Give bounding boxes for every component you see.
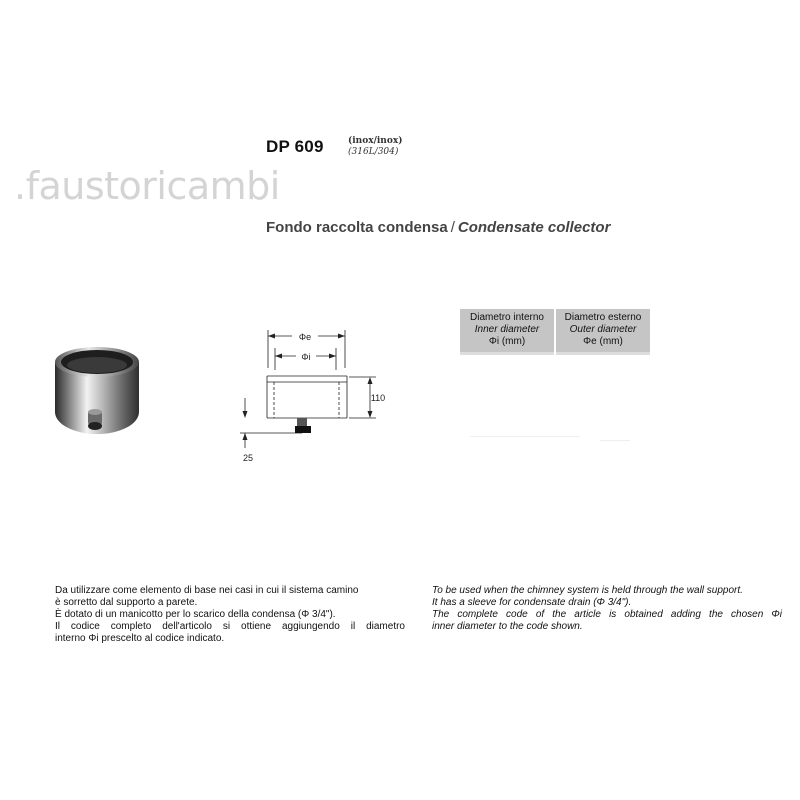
header-text-en: Inner diameter bbox=[474, 324, 540, 335]
description-line: interno Φi prescelto al codice indicato. bbox=[55, 633, 225, 644]
watermark: .faustoricambi bbox=[14, 164, 280, 208]
product-title bbox=[266, 219, 610, 236]
description-line: It has a sleeve for condensate drain (Φ 3/4"). bbox=[432, 597, 632, 608]
description-italian bbox=[55, 585, 405, 645]
description-line: È dotato di un manicotto per lo scarico della condensa (Φ 3/4"). bbox=[55, 609, 336, 620]
header-symbol: Φe (mm) bbox=[583, 336, 623, 347]
table-faint-rule bbox=[600, 440, 630, 441]
description-line: The complete code of the article is obtained adding the chosen Φi bbox=[432, 609, 782, 620]
header-text-it: Diametro interno bbox=[470, 312, 544, 323]
header-symbol: Φi (mm) bbox=[488, 336, 526, 347]
description-line: è sorretto dal supporto a parete. bbox=[55, 597, 198, 608]
label-height: 110 bbox=[370, 393, 386, 403]
material-line-1: (inox/inox) bbox=[348, 136, 403, 146]
description-line: To be used when the chimney system is held through the wall support. bbox=[432, 585, 743, 596]
description-line: inner diameter to the code shown. bbox=[432, 621, 583, 632]
material-spec bbox=[348, 136, 402, 158]
header-outer-diameter bbox=[555, 309, 650, 352]
material-line-2: (316L/304) bbox=[348, 147, 399, 157]
description-line: Il codice completo dell'articolo si ottiene aggiungendo il diametro bbox=[55, 621, 405, 632]
title-separator: / bbox=[450, 219, 455, 236]
header-text-en: Outer diameter bbox=[569, 324, 637, 335]
description-line: Da utilizzare come elemento di base nei casi in cui il sistema camino bbox=[55, 585, 359, 596]
table-faint-rule bbox=[470, 436, 580, 437]
product-image bbox=[50, 340, 145, 440]
title-english: Condensate collector bbox=[457, 219, 611, 236]
diameter-table bbox=[460, 309, 650, 355]
table-header-row bbox=[460, 309, 650, 352]
description-english bbox=[432, 585, 782, 633]
label-sleeve: 25 bbox=[242, 453, 254, 463]
label-inner-diameter: Φi bbox=[301, 352, 311, 362]
title-italian: Fondo raccolta condensa bbox=[266, 219, 448, 236]
label-outer-diameter: Φe bbox=[298, 332, 312, 342]
technical-drawing bbox=[230, 320, 390, 470]
header-text-it: Diametro esterno bbox=[564, 312, 642, 323]
header-inner-diameter bbox=[460, 309, 555, 352]
table-row-empty bbox=[460, 352, 650, 355]
product-code: DP 609 bbox=[266, 137, 324, 156]
